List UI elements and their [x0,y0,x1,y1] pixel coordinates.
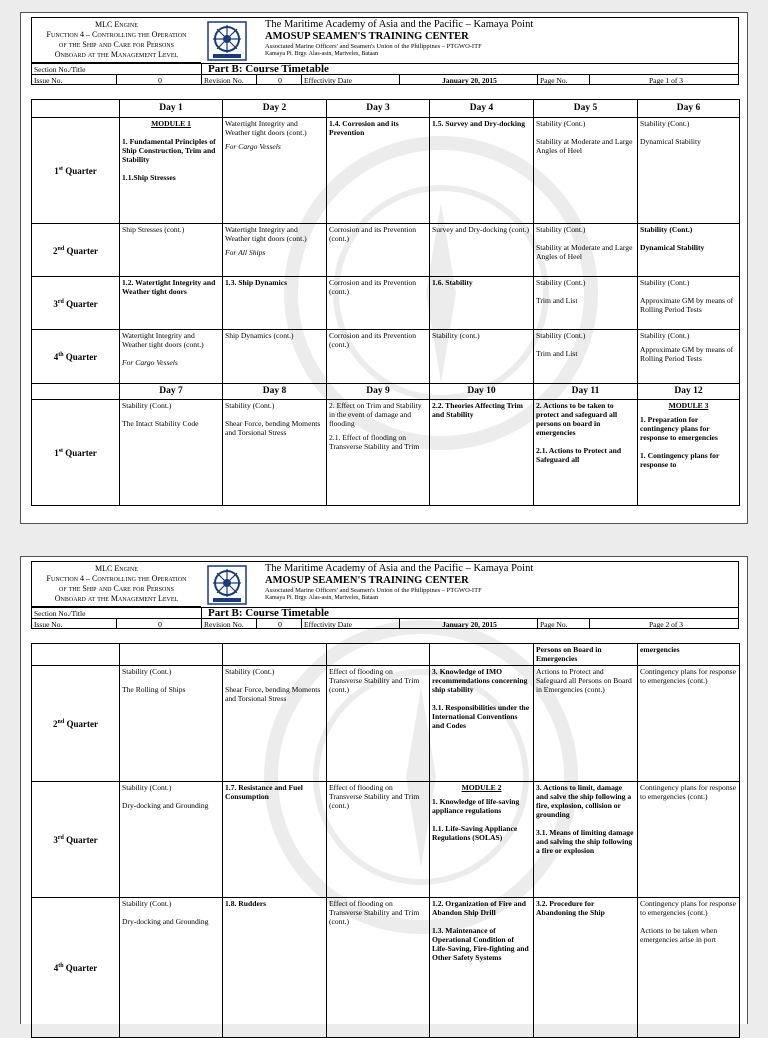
schedule-cell [120,898,223,1038]
schedule-cell [120,666,223,782]
topic-text: 3. Actions to limit, damage and salve the ship following a fire, explosion, collision or grounding [536,783,632,819]
address-line: Kamaya Pt. Brgy. Alas-asin, Mariveles, Bataan [265,595,378,601]
topic-text: Stability (Cont.) [122,783,172,792]
schedule-cell: Ship Stresses (cont.) [120,224,223,277]
schedule-cell: Corrosion and its Prevention (cont.) [327,224,430,277]
topic-text: Watertight Integrity and Weather tight doors (cont.) [225,225,307,243]
schedule-cell [638,224,740,277]
timetable [31,643,740,1038]
amosup-logo [201,17,253,63]
schedule-cell: Stability (cont.) [430,330,534,384]
schedule-cell [638,118,740,224]
schedule-cell [327,400,430,506]
issue-row [31,74,739,85]
quarter-label: 4th Quarter [32,330,120,384]
schedule-cell: 2.2. Theories Affecting Trim and Stability [430,400,534,506]
schedule-cell: 1.5. Survey and Dry-docking [430,118,534,224]
course-line: Onboard at the Management Level [54,594,179,603]
empty-cell [430,644,534,666]
issue-row [31,618,739,629]
association-line: Associated Marine Officers' and Seamen's Union of the Philippines – PTGWO-ITF [265,43,482,50]
schedule-cell [223,400,327,506]
topic-text: Stability (Cont.) [122,401,172,410]
schedule-cell: 1.7. Resistance and Fuel Consumption [223,782,327,898]
topic-text: Trim and List [536,296,578,305]
schedule-cell: 1.6. Stability [430,277,534,330]
schedule-cell [534,277,638,330]
quarter-label: 3rd Quarter [32,277,120,330]
quarter-label: 1st Quarter [32,400,120,506]
topic-text: 2. Effect on Trim and Stability in the event of damage and flooding [329,401,422,428]
effectivity-date: January 20, 2015 [400,619,538,628]
schedule-cell: Contingency plans for response to emergencies (cont.) [638,666,740,782]
course-title-block [31,561,201,607]
topic-text: Stability (Cont.) [536,331,586,340]
topic-text: Watertight Integrity and Weather tight doors (cont.) [225,119,307,137]
topic-text: 2.1. Effect of flooding on Transverse Stability and Trim [329,433,420,451]
topic-text: Shear Force, bending Moments and Torsional Stress [225,419,321,437]
topic-text: Watertight Integrity and Weather tight doors (cont.) [122,331,204,349]
topic-text: 3. Knowledge of IMO recommendations concerning ship stability [432,667,528,694]
day-header: Day 7 [120,384,223,400]
topic-text: The Intact Stability Code [122,419,199,428]
schedule-cell [430,898,534,1038]
course-title-block [31,17,201,63]
table-row [32,666,740,782]
day-header-row [32,100,740,118]
address-line: Kamaya Pt. Brgy. Alas-asin, Mariveles, Bataan [265,51,378,57]
table-row [32,224,740,277]
quarter-label: 3rd Quarter [32,782,120,898]
association-line: Associated Marine Officers' and Seamen's Union of the Philippines – PTGWO-ITF [265,587,482,594]
schedule-cell: Effect of flooding on Transverse Stability and Trim (cont.) [327,782,430,898]
schedule-cell [638,330,740,384]
module-heading: MODULE 2 [461,783,502,792]
day-header: Day 11 [534,384,638,400]
center-name: AMOSUP SEAMEN'S TRAINING CENTER [265,31,469,42]
amosup-logo [201,561,253,607]
subtopic-text: 1.1.Ship Stresses [122,173,176,182]
schedule-cell [534,330,638,384]
revision-value: 0 [257,619,302,628]
revision-value: 0 [257,75,302,84]
topic-text: 1.1. Life-Saving Appliance Regulations (SOLAS) [432,824,518,842]
day-header: Day 4 [430,100,534,118]
topic-text: Stability (Cont.) [536,225,586,234]
topic-text: Approximate GM by means of Rolling Period Tests [640,296,734,314]
empty-cell [327,644,430,666]
schedule-cell [638,898,740,1038]
day-header: Day 10 [430,384,534,400]
topic-text: 2.1. Actions to Protect and Safeguard all [536,446,622,464]
schedule-cell: 3.2. Procedure for Abandoning the Ship [534,898,638,1038]
day-header-row [32,384,740,400]
schedule-cell: Survey and Dry-docking (cont.) [430,224,534,277]
org-name: The Maritime Academy of Asia and the Pacific – Kamaya Point [265,563,534,574]
topic-text: Stability at Moderate and Large Angles of Heel [536,137,633,155]
page-label: Page No. [538,75,590,84]
timetable [31,99,740,506]
schedule-cell: Actions to Protect and Safeguard all Persons on Board in Emergencies (cont.) [534,666,638,782]
issue-label: Issue No. [32,619,117,628]
schedule-cell: Corrosion and its Prevention (cont.) [327,330,430,384]
page-header [31,17,737,109]
quarter-label: 4th Quarter [32,898,120,1038]
day-header: Day 1 [120,100,223,118]
topic-text: Stability (Cont.) [640,331,690,340]
schedule-cell [534,400,638,506]
schedule-cell [120,782,223,898]
table-row [32,118,740,224]
schedule-cell [430,666,534,782]
page-number: Page 2 of 3 [649,620,683,628]
schedule-cell: Effect of flooding on Transverse Stability and Trim (cont.) [327,666,430,782]
note-text: For Cargo Vessels [225,142,281,151]
schedule-cell: 1.4. Corrosion and its Prevention [327,118,430,224]
corner-cell [32,100,120,118]
schedule-cell [534,224,638,277]
quarter-label: 2nd Quarter [32,666,120,782]
topic-text: 1. Knowledge of life-saving appliance regulations [432,797,520,815]
empty-cell [120,644,223,666]
day-header: Day 8 [223,384,327,400]
schedule-cell: 1.2. Watertight Integrity and Weather tight doors [120,277,223,330]
topic-text: Shear Force, bending Moments and Torsional Stress [225,685,321,703]
module-heading: MODULE 3 [668,401,709,410]
schedule-cell: Ship Dynamics (cont.) [223,330,327,384]
empty-cell [32,644,120,666]
topic-text: Stability (Cont.) [225,667,275,676]
course-line: Function 4 – Controlling the Operation [46,574,187,583]
revision-label: Revision No. [202,75,257,84]
topic-text: Stability (Cont.) [640,278,690,287]
logo-emblem-icon [207,565,247,605]
topic-text: 2. Actions to be taken to protect and safeguard all persons on board in emergencies [536,401,618,437]
day-header: Day 9 [327,384,430,400]
quarter-label: 1st Quarter [32,118,120,224]
module-heading: MODULE 1 [151,119,191,128]
schedule-cell [120,118,223,224]
topic-text: Stability (Cont.) [536,119,586,128]
topic-text: Contingency plans for response to emergencies (cont.) [640,899,736,917]
schedule-cell [223,224,327,277]
schedule-cell [120,400,223,506]
effectivity-label: Effectivity Date [302,619,400,628]
topic-text: The Rolling of Ships [122,685,186,694]
note-text: For Cargo Vessels [122,358,178,367]
schedule-cell: 1.8. Rudders [223,898,327,1038]
part-title: Part B: Course Timetable [208,64,329,74]
course-line: MLC Engine [95,20,138,29]
day-header: Day 3 [327,100,430,118]
topic-text: Dry-docking and Grounding [122,801,209,810]
schedule-cell: 1.3. Ship Dynamics [223,277,327,330]
effectivity-date: January 20, 2015 [400,75,538,84]
issue-value: 0 [117,619,202,628]
day-header: Day 6 [638,100,740,118]
part-title: Part B: Course Timetable [208,608,329,618]
table-row [32,644,740,666]
topic-text: 3.1. Means of limiting damage and salving the ship following a fire or explosion [536,828,634,855]
topic-text: 1. Fundamental Principles of Ship Construction, Trim and Stability [122,137,216,164]
topic-text: Stability at Moderate and Large Angles of Heel [536,243,633,261]
course-line: of the Ship and Care for Persons [59,40,174,49]
topic-text: Stability (Cont.) [536,278,586,287]
table-row [32,400,740,506]
center-name: AMOSUP SEAMEN'S TRAINING CENTER [265,575,469,586]
schedule-cell: Effect of flooding on Transverse Stability and Trim (cont.) [327,898,430,1038]
table-row [32,782,740,898]
topic-text: Dynamical Stability [640,243,705,252]
page-header [31,561,737,653]
quarter-label: 2nd Quarter [32,224,120,277]
schedule-cell [223,118,327,224]
schedule-cell: Persons on Board in Emergencies [534,644,638,666]
organization-block [253,561,739,607]
topic-text: Trim and List [536,349,578,358]
issue-label: Issue No. [32,75,117,84]
organization-block [253,17,739,63]
topic-text: 1. Preparation for contingency plans for response to emergencies [640,415,718,442]
page-number: Page 1 of 3 [649,76,683,84]
logo-emblem-icon [207,21,247,61]
schedule-cell [430,782,534,898]
table-row [32,277,740,330]
topic-text: Dynamical Stability [640,137,701,146]
schedule-cell [638,400,740,506]
revision-label: Revision No. [202,619,257,628]
section-label: Section No./Title [32,608,202,618]
topic-text: Stability (Cont.) [640,225,693,234]
issue-value: 0 [117,75,202,84]
org-name: The Maritime Academy of Asia and the Pacific – Kamaya Point [265,19,534,30]
topic-text: Stability (Cont.) [122,667,172,676]
corner-cell [32,384,120,400]
page-label: Page No. [538,619,590,628]
day-header: Day 2 [223,100,327,118]
schedule-cell: Contingency plans for response to emergencies (cont.) [638,782,740,898]
note-text: For All Ships [225,248,266,257]
topic-text: Stability (Cont.) [122,899,172,908]
schedule-cell [534,782,638,898]
topic-text: Stability (Cont.) [225,401,275,410]
topic-text: Stability (Cont.) [640,119,690,128]
topic-text: Approximate GM by means of Rolling Period Tests [640,345,734,363]
topic-text: Dry-docking and Grounding [122,917,209,926]
table-row [32,898,740,1038]
section-label: Section No./Title [32,64,202,74]
topic-text: 1.2. Organization of Fire and Abandon Ship Drill [432,899,526,917]
document-page-2 [20,556,748,1024]
schedule-cell: Corrosion and its Prevention (cont.) [327,277,430,330]
document-page-1 [20,12,748,524]
empty-cell [223,644,327,666]
schedule-cell [120,330,223,384]
schedule-cell [223,666,327,782]
course-line: Onboard at the Management Level [54,50,179,59]
day-header: Day 5 [534,100,638,118]
course-line: of the Ship and Care for Persons [59,584,174,593]
effectivity-label: Effectivity Date [302,75,400,84]
schedule-cell [638,277,740,330]
topic-text: 1. Contingency plans for response to [640,451,720,469]
day-header: Day 12 [638,384,740,400]
topic-text: Actions to be taken when emergencies arise in port [640,926,718,944]
table-row [32,330,740,384]
course-line: MLC Engine [95,564,138,573]
course-line: Function 4 – Controlling the Operation [46,30,187,39]
topic-text: 3.1. Responsibilities under the International Conventions and Codes [432,703,530,730]
topic-text: 1.3. Maintenance of Operational Condition of Life-Saving, Fire-fighting and Other Safety Systems [432,926,529,962]
schedule-cell: emergencies [638,644,740,666]
schedule-cell [534,118,638,224]
